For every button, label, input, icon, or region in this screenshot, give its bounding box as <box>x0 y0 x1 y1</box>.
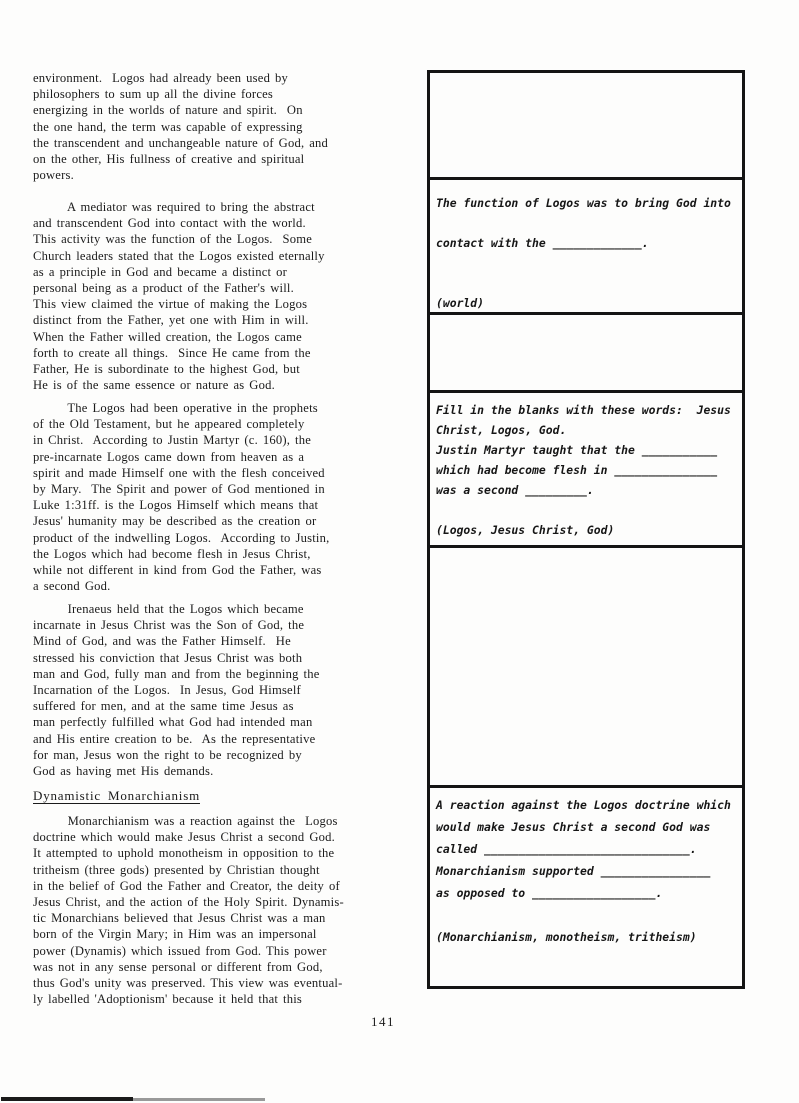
section-heading-dynamistic-monarchianism: Dynamistic Monarchianism <box>33 788 200 803</box>
text-line: contact with the _____________. <box>436 236 649 250</box>
text-line: doctrine which would make Jesus Christ a second God. <box>33 830 335 845</box>
text-line: which had become flesh in _______________ <box>436 463 718 477</box>
text-line: and His entire creation to be. As the representative <box>33 731 316 746</box>
text-line: thus God's unity was preserved. This view was eventual- <box>33 976 343 991</box>
text-line: called ______________________________. <box>436 842 697 856</box>
text-line: (Logos, Jesus Christ, God) <box>436 523 615 537</box>
text-line: was a second _________. <box>436 483 594 497</box>
text-line: This view claimed the virtue of making the Logos <box>33 297 308 312</box>
text-line: A reaction against the Logos doctrine which <box>436 798 731 812</box>
text-line: on the other, His fullness of creative and spiritual <box>33 152 305 167</box>
paragraph-monarchianism <box>33 813 431 1007</box>
text-line: tritheism (three gods) presented by Christian thought <box>33 862 320 877</box>
text-line: would make Jesus Christ a second God was <box>436 820 711 834</box>
text-line: Irenaeus held that the Logos which became <box>33 602 304 616</box>
text-line: A mediator was required to bring the abstract <box>33 200 315 214</box>
text-line: forth to create all things. Since He came from the <box>33 345 311 360</box>
text-line: was not in any sense personal or different from God, <box>33 959 323 974</box>
text-line: man perfectly fulfilled what God had intended man <box>33 715 313 730</box>
text-line: spirit and made Himself one with the flesh conceived <box>33 465 325 480</box>
text-line: Monarchianism supported ________________ <box>436 864 711 878</box>
text-line: Jesus' humanity may be described as the creation or <box>33 514 317 529</box>
text-line: Jesus Christ, and the action of the Holy Spirit. Dynamis- <box>33 895 344 910</box>
text-line <box>436 500 736 520</box>
text-line: as opposed to __________________. <box>436 886 663 900</box>
empty-box-1 <box>430 73 742 180</box>
text-line: in the belief of God the Father and Creator, the deity of <box>33 878 340 893</box>
empty-box-2 <box>430 315 742 393</box>
text-line: It attempted to uphold monotheism in opposition to the <box>33 846 335 861</box>
text-line: tic Monarchians believed that Jesus Christ was a man <box>33 911 326 926</box>
fill-in-blanks-exercise-box <box>430 393 742 548</box>
text-line: energizing in the worlds of nature and spirit. On <box>33 103 303 118</box>
paragraph-environment-logos <box>33 70 431 183</box>
text-line: (world) <box>436 296 485 310</box>
text-line: Monarchianism was a reaction against the Logos <box>33 814 338 828</box>
text-line: the one hand, the term was capable of expressing <box>33 119 303 134</box>
text-line: pre-incarnate Logos came down from heaven as a <box>33 449 305 464</box>
text-line: personal being as a product of the Father's will. <box>33 281 294 296</box>
text-line <box>436 253 736 273</box>
text-line: Luke 1:31ff. is the Logos Himself which means that <box>33 498 319 513</box>
text-line: while not different in kind from God the Father, was <box>33 563 322 578</box>
scan-artifact-bar-gray <box>133 1098 265 1101</box>
text-line: Mind of God, and was the Father Himself. He <box>33 634 291 649</box>
text-line: This activity was the function of the Logos. Some <box>33 232 313 247</box>
text-line: Father, He is subordinate to the highest God, but <box>33 362 300 377</box>
page-number: 141 <box>371 1014 395 1029</box>
text-line: a second God. <box>33 579 111 594</box>
text-line: Incarnation of the Logos. In Jesus, God Himself <box>33 683 301 698</box>
text-line: environment. Logos had already been used by <box>33 71 289 85</box>
text-line: for man, Jesus won the right to be recognized by <box>33 747 302 762</box>
text-line: Church leaders stated that the Logos existed eternally <box>33 248 325 263</box>
text-line: Fill in the blanks with these words: Jesus <box>436 403 731 417</box>
monarchianism-exercise-box <box>430 788 742 986</box>
text-line: Christ, Logos, God. <box>436 423 567 437</box>
empty-box-3 <box>430 548 742 788</box>
text-line: in Christ. According to Justin Martyr (c. 160), the <box>33 433 312 448</box>
text-line: power (Dynamis) which issued from God. This power <box>33 943 327 958</box>
text-line: the transcendent and unchangeable nature of God, and <box>33 135 329 150</box>
text-line: incarnate in Jesus Christ was the Son of God, the <box>33 618 305 633</box>
text-line: stressed his conviction that Jesus Christ was both <box>33 650 303 665</box>
text-line: The function of Logos was to bring God into <box>436 196 731 210</box>
scan-artifact-bar-dark <box>1 1097 133 1101</box>
text-line <box>436 213 736 233</box>
paragraph-justin-martyr <box>33 400 431 594</box>
text-line: The Logos had been operative in the prophets <box>33 401 318 415</box>
text-line: and transcendent God into contact with the world. <box>33 216 306 231</box>
text-line: of the Old Testament, but he appeared completely <box>33 417 305 432</box>
text-line <box>436 904 736 926</box>
text-line: philosophers to sum up all the divine forces <box>33 87 274 102</box>
exercise-box-column <box>427 70 745 989</box>
paragraph-mediator <box>33 199 431 393</box>
text-line: by Mary. The Spirit and power of God mentioned in <box>33 482 325 497</box>
text-line: When the Father willed creation, the Logos came <box>33 329 302 344</box>
text-line: the Logos which had become flesh in Jesus Christ, <box>33 546 311 561</box>
text-line: man and God, fully man and from the beginning the <box>33 666 320 681</box>
paragraph-irenaeus <box>33 601 431 779</box>
text-line: Justin Martyr taught that the ___________ <box>436 443 718 457</box>
text-line: product of the indwelling Logos. According to Justin, <box>33 530 330 545</box>
text-line: (Monarchianism, monotheism, tritheism) <box>436 930 697 944</box>
text-line: born of the Virgin Mary; in Him was an impersonal <box>33 927 317 942</box>
logos-function-exercise-box <box>430 180 742 315</box>
text-line: He is of the same essence or nature as God. <box>33 378 275 393</box>
text-line: God as having met His demands. <box>33 764 214 779</box>
text-line: ly labelled 'Adoptionism' because it held that this <box>33 992 303 1007</box>
text-line: suffered for men, and at the same time Jesus as <box>33 699 294 714</box>
text-line: powers. <box>33 168 74 183</box>
text-line: distinct from the Father, yet one with Him in will. <box>33 313 309 328</box>
text-line <box>436 273 736 293</box>
text-line: as a principle in God and became a distinct or <box>33 264 288 279</box>
